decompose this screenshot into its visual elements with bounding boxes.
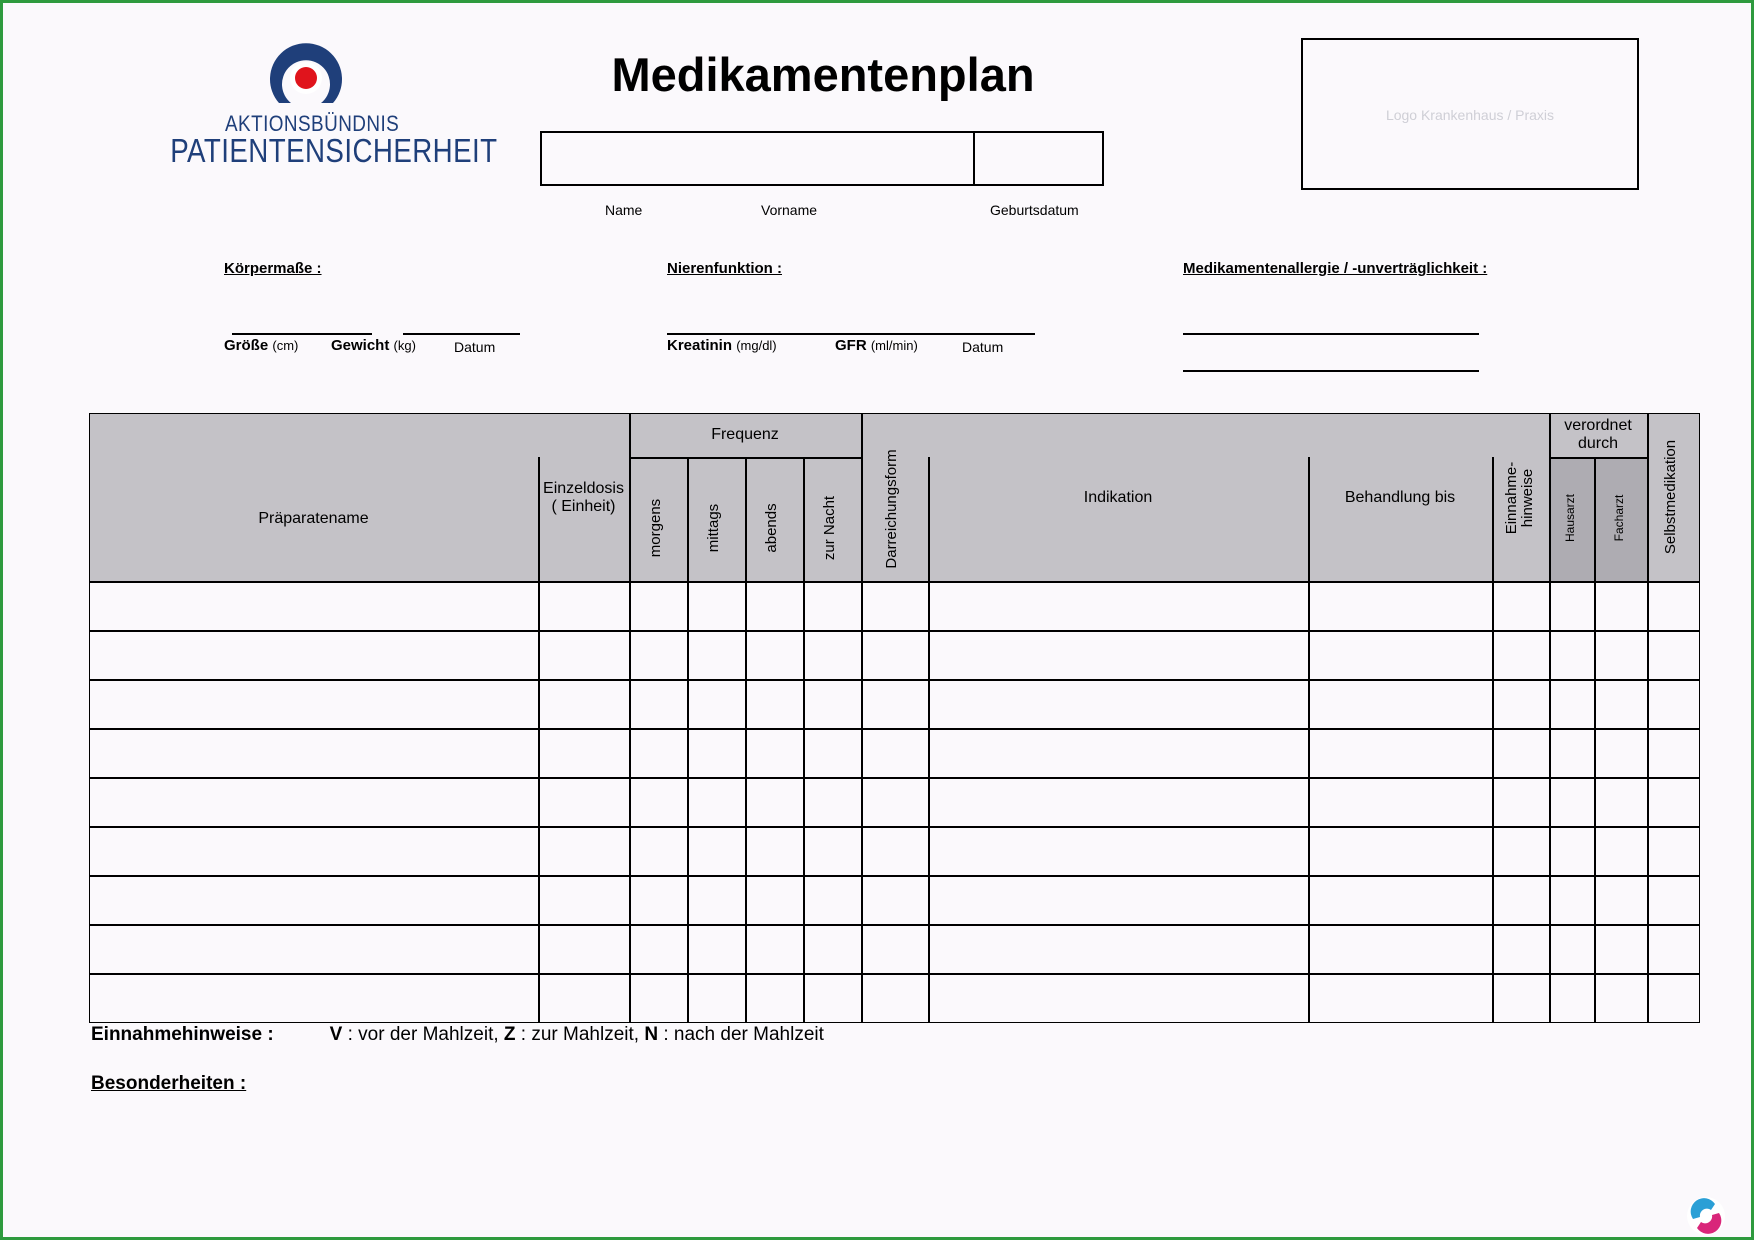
darreichungsform-header: Darreichungsform [883,449,900,569]
verordnet-line2: durch [1577,435,1619,452]
gewicht-unit: (kg) [393,338,416,353]
gewicht-line[interactable] [403,333,520,335]
gfr-label [835,337,918,354]
nierenfunktion-heading: Nierenfunktion : [667,260,782,277]
gfr-text: GFR [835,337,867,354]
einnahmehinweise-label: Einnahmehinweise : [91,1024,274,1045]
legend-v-text: : vor der Mahlzeit, [342,1024,504,1045]
legend-z-text: : zur Mahlzeit, [515,1024,645,1045]
allergie-heading: Medikamentenallergie / -unverträglichkeit : [1183,260,1488,277]
allergie-line-2[interactable] [1183,370,1479,372]
kreatinin-label [667,337,777,354]
einzeldosis-header [538,457,629,539]
zur-nacht-header: zur Nacht [821,495,838,561]
corner-logo-icon [1685,1195,1727,1237]
einnahmehinweise-legend [91,1024,824,1046]
legend-z: Z [503,1024,516,1045]
name-box-divider [973,131,975,186]
abends-header: abends [763,503,780,553]
selbstmedikation-header: Selbstmedikation [1662,439,1679,555]
name-label: Name [605,202,643,218]
behandlung-bis-header: Behandlung bis [1344,488,1456,506]
legend-v: V [329,1024,343,1045]
frequenz-header: Frequenz [711,425,779,443]
verordnet-line1: verordnet [1564,416,1632,434]
geburtsdatum-label: Geburtsdatum [990,202,1079,218]
besonderheiten-heading: Besonderheiten : [91,1073,247,1094]
hausarzt-header: Hausarzt [1563,493,1577,543]
koerpermasse-datum-label: Datum [454,339,496,355]
vorname-label: Vorname [761,202,818,218]
einnahme-line2: hinweise [1519,468,1536,528]
indikation-header: Indikation [1083,488,1153,506]
groesse-unit: (cm) [272,338,299,353]
legend-n: N [644,1024,659,1045]
gewicht-label [331,337,416,354]
nierenfunktion-datum-label: Datum [962,339,1004,355]
nierenfunktion-line[interactable] [667,333,1035,335]
groesse-line[interactable] [232,333,372,335]
groesse-label [224,337,298,354]
einnahme-line1: Einnahme- [1502,461,1520,535]
einzeldosis-line1: Einzeldosis [543,479,624,497]
morgens-header: morgens [647,498,664,558]
legend-n-text: : nach der Mahlzeit [658,1024,824,1045]
facharzt-header: Facharzt [1612,494,1626,542]
einzeldosis-line2: ( Einheit) [551,498,616,515]
einnahmehinweise-header [1501,443,1539,553]
mittags-header: mittags [705,503,722,553]
patient-name-field[interactable] [540,131,1104,186]
praeparatename-header: Präparatename [258,509,369,527]
gfr-unit: (ml/min) [870,338,918,353]
logo-text-line2: PATIENTENSICHERHEIT [170,132,498,169]
page-title: Medikamentenplan [611,48,1035,101]
kreatinin-unit: (mg/dl) [736,338,777,353]
koerpermasse-heading: Körpermaße : [224,260,322,277]
gewicht-text: Gewicht [331,337,390,354]
logo-text-line1: AKTIONSBÜNDNIS [225,111,400,136]
groesse-text: Größe [224,337,269,354]
aktionsbuendnis-logo-icon [265,37,347,119]
allergie-line-1[interactable] [1183,333,1479,335]
verordnet-durch-header [1549,413,1647,457]
medication-table [89,413,1700,1023]
kreatinin-text: Kreatinin [667,337,733,354]
logo-placeholder-text: Logo Krankenhaus / Praxis [1385,107,1555,123]
